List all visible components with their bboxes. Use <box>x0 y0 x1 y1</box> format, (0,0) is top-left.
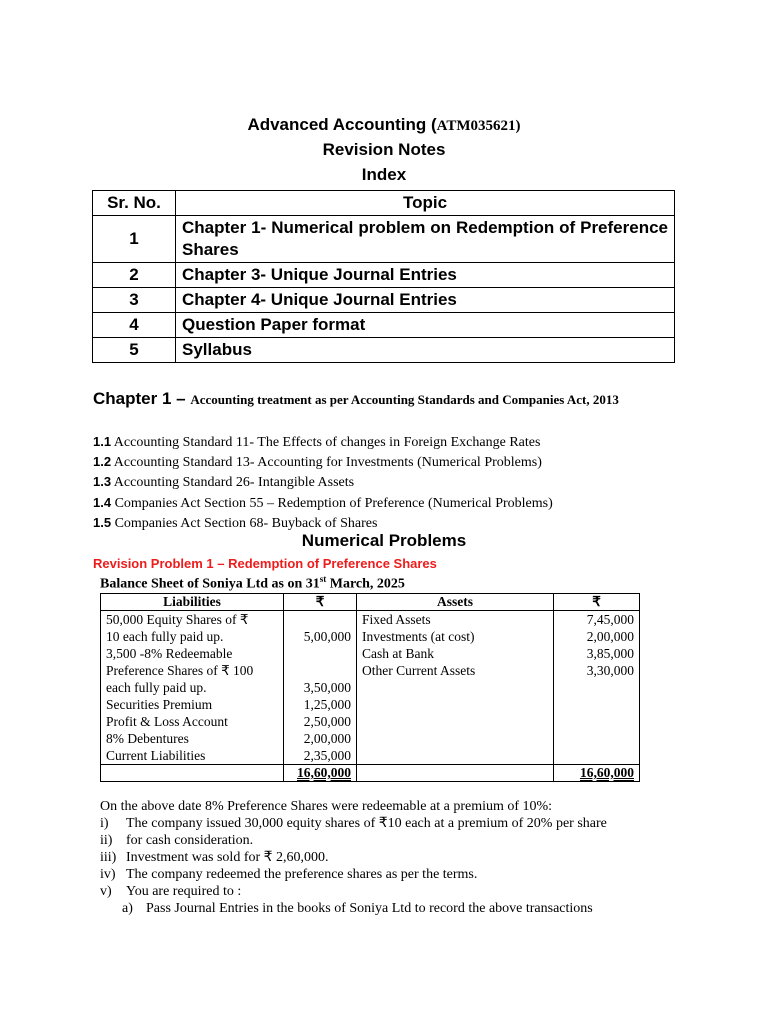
list-item <box>93 493 553 513</box>
index-topic: Question Paper format <box>176 313 675 338</box>
liability-item: Profit & Loss Account <box>106 714 228 729</box>
index-row <box>93 263 675 288</box>
index-topic: Chapter 4- Unique Journal Entries <box>176 288 675 313</box>
bs-title-sup: st <box>319 574 327 584</box>
point-text: The company redeemed the preference shares as per the terms. <box>126 867 478 882</box>
liabilities-column <box>101 611 284 765</box>
document-title <box>0 115 768 135</box>
liability-amount: 1,25,000 <box>303 697 351 712</box>
liability-amount: 2,50,000 <box>303 714 351 729</box>
index-header-srno: Sr. No. <box>93 191 176 216</box>
index-srno: 1 <box>93 216 176 263</box>
question-block <box>100 798 660 917</box>
chapter1-title: Chapter 1 – <box>93 389 191 408</box>
list-item-number: 1.5 <box>93 514 112 530</box>
title-text: Advanced Accounting ( <box>247 115 437 134</box>
list-item-number: 1.1 <box>93 434 112 449</box>
header-liabilities: Liabilities <box>101 594 284 611</box>
header-assets-amount: ₹ <box>554 594 640 611</box>
asset-item: Fixed Assets <box>362 612 431 627</box>
index-row <box>93 216 675 263</box>
index-header-topic: Topic <box>176 191 675 216</box>
revision-problem-title: Revision Problem 1 – Redemption of Preference Shares <box>93 556 437 571</box>
question-point <box>100 815 660 832</box>
question-point <box>100 832 660 849</box>
liability-amount <box>289 611 351 628</box>
sub-point-text: Pass Journal Entries in the books of Soniya Ltd to record the above transactions <box>146 901 593 916</box>
index-table <box>92 190 675 363</box>
bs-title-main: Balance Sheet of Soniya Ltd as on 31 <box>100 576 320 592</box>
liability-amount <box>289 645 351 662</box>
liability-amount: 3,50,000 <box>303 680 351 695</box>
list-item-number: 1.2 <box>93 454 112 470</box>
assets-amount-column <box>554 611 640 765</box>
liability-amount: 2,00,000 <box>303 731 351 746</box>
index-topic: Chapter 1- Numerical problem on Redemption of Preference Shares <box>176 216 675 263</box>
asset-amount: 7,45,000 <box>586 612 634 627</box>
question-point <box>100 883 660 900</box>
index-heading: Index <box>361 165 407 184</box>
list-item-text: Accounting Standard 26- Intangible Assets <box>111 475 355 491</box>
point-marker: i) <box>100 816 109 831</box>
point-text: Investment was sold for ₹ 2,60,000. <box>126 850 329 865</box>
header-assets: Assets <box>357 594 554 611</box>
liability-item: 3,500 -8% Redeemable <box>106 646 233 661</box>
list-item <box>93 513 553 533</box>
point-marker: ii) <box>100 833 113 848</box>
index-row <box>93 338 675 363</box>
assets-column <box>357 611 554 765</box>
asset-amount: 3,85,000 <box>586 646 634 661</box>
asset-item: Investments (at cost) <box>362 629 475 644</box>
liability-item: Preference Shares of ₹ 100 <box>106 663 254 678</box>
asset-item: Other Current Assets <box>362 663 476 678</box>
point-marker: iii) <box>100 850 117 865</box>
chapter1-subtitle: Accounting treatment as per Accounting Standards and Companies Act, 2013 <box>190 392 619 407</box>
header-liabilities-amount: ₹ <box>284 594 357 611</box>
asset-amount: 3,30,000 <box>586 663 634 678</box>
list-item-text: Companies Act Section 68- Buyback of Shares <box>111 515 378 531</box>
balance-sheet-header-row <box>101 594 640 611</box>
list-item <box>93 472 553 492</box>
question-intro: On the above date 8% Preference Shares were redeemable at a premium of 10%: <box>100 799 553 814</box>
total-liabilities: 16,60,000 <box>284 765 357 782</box>
point-text: You are required to : <box>126 884 242 899</box>
list-item-number: 1.4 <box>93 494 112 510</box>
total-blank <box>101 765 284 782</box>
document-subtitle: Revision Notes <box>322 140 446 159</box>
point-text: The company issued 30,000 equity shares of ₹10 each at a premium of 20% per share <box>126 816 607 831</box>
liability-item: 50,000 Equity Shares of ₹ <box>106 612 249 627</box>
asset-item: Cash at Bank <box>362 646 434 661</box>
chapter1-list <box>93 432 553 533</box>
liability-item: Current Liabilities <box>106 748 206 763</box>
asset-amount: 2,00,000 <box>586 629 634 644</box>
point-marker: v) <box>100 884 112 899</box>
list-item-text: Companies Act Section 55 – Redemption of Preference (Numerical Problems) <box>111 495 553 511</box>
sub-point-marker: a) <box>122 901 133 916</box>
liability-amount: 2,35,000 <box>303 748 351 763</box>
index-srno: 4 <box>93 313 176 338</box>
liability-amount <box>289 662 351 679</box>
index-srno: 3 <box>93 288 176 313</box>
liabilities-amount-column <box>284 611 357 765</box>
index-topic: Syllabus <box>176 338 675 363</box>
list-item <box>93 452 553 472</box>
list-item-number: 1.3 <box>93 474 112 490</box>
index-header-row <box>93 191 675 216</box>
list-item-text: Accounting Standard 11- The Effects of changes in Foreign Exchange Rates <box>111 435 541 450</box>
question-sub-point <box>100 900 660 917</box>
question-point <box>100 849 660 866</box>
liability-amount: 5,00,000 <box>303 629 351 644</box>
index-srno: 2 <box>93 263 176 288</box>
course-code: ATM035621) <box>436 118 521 134</box>
list-item <box>93 432 553 452</box>
liability-item: Securities Premium <box>106 697 213 712</box>
index-row <box>93 313 675 338</box>
point-marker: iv) <box>100 867 116 882</box>
numerical-problems-heading: Numerical Problems <box>301 531 467 550</box>
list-item-text: Accounting Standard 13- Accounting for Investments (Numerical Problems) <box>111 455 542 471</box>
question-point <box>100 866 660 883</box>
index-srno: 5 <box>93 338 176 363</box>
index-topic: Chapter 3- Unique Journal Entries <box>176 263 675 288</box>
liability-item: each fully paid up. <box>106 680 207 695</box>
balance-sheet-total-row <box>101 765 640 782</box>
chapter1-heading <box>93 388 683 411</box>
balance-sheet-table <box>100 593 640 782</box>
liability-item: 8% Debentures <box>106 731 189 746</box>
bs-title-tail: March, 2025 <box>326 576 405 592</box>
liability-item: 10 each fully paid up. <box>106 629 224 644</box>
index-row <box>93 288 675 313</box>
total-blank <box>357 765 554 782</box>
point-text: for cash consideration. <box>126 833 254 848</box>
total-assets: 16,60,000 <box>554 765 640 782</box>
balance-sheet-title <box>100 574 405 593</box>
balance-sheet-body-row <box>101 611 640 765</box>
